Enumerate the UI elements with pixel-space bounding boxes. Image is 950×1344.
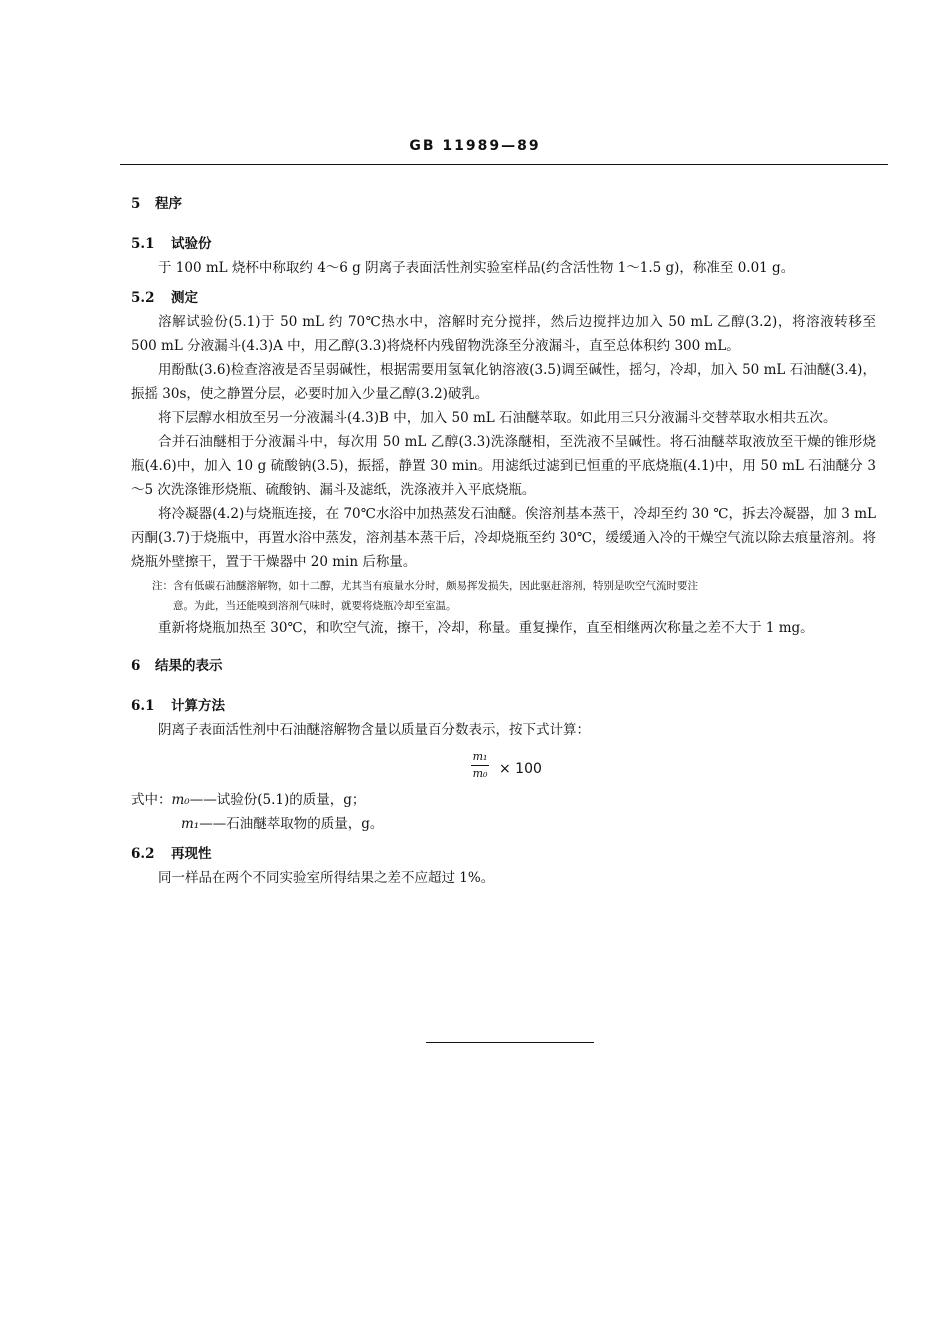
formula-legend (131, 788, 876, 836)
paragraph-5-2-6: 重新将烧瓶加热至 30℃，和吹空气流，擦干，冷却，称量。重复操作，直至相继两次称量之差不大于 1 mg。 (158, 620, 814, 636)
section-6-number: 6 (131, 658, 141, 674)
formula-multiplier: × 100 (499, 761, 542, 777)
section-6-title: 结果的表示 (155, 658, 223, 674)
section-6-1-title: 计算方法 (171, 698, 225, 714)
legend-m1 (131, 812, 876, 836)
section-5-2-heading (131, 286, 876, 310)
paragraph-5-1: 于 100 mL 烧杯中称取约 4～6 g 阴离子表面活性剂实验室样品(约含活性物 1～1.5 g)，称准至 0.01 g。 (158, 260, 795, 276)
note (131, 576, 876, 616)
section-5-2-number: 5.2 (131, 290, 155, 306)
section-5-1-title: 试验份 (171, 236, 212, 252)
section-5-2-title: 测定 (171, 290, 198, 306)
formula (131, 750, 876, 784)
section-5-1-number: 5.1 (131, 236, 155, 252)
section-6-2-heading (131, 842, 876, 866)
section-6-heading (131, 654, 876, 678)
section-6-1-heading (131, 694, 876, 718)
legend-label: 式中： (131, 792, 172, 808)
paragraph-5-2-2: 用酚酞(3.6)检查溶液是否呈弱碱性，根据需要用氢氧化钠溶液(3.5)调至碱性，摇匀，冷却，加入 50 mL 石油醚(3.4)，振摇 30s，使之静置分层，必要时加入少量乙醇(3.2)破乳。 (131, 362, 876, 402)
note-line-1: 注：含有低碳石油醚溶解物，如十二醇，尤其当有痕量水分时，颇易挥发损失，因此驱赶溶剂，特别是吹空气流时要注 (152, 580, 698, 592)
m1-symbol: m₁ (181, 816, 200, 832)
section-5-title: 程序 (155, 196, 182, 212)
end-of-document-rule (426, 1042, 594, 1043)
document-body (131, 192, 876, 890)
section-5-number: 5 (131, 196, 141, 212)
fraction-bar (471, 765, 489, 766)
section-5-1-heading (131, 232, 876, 256)
paragraph-5-2-5: 将冷凝器(4.2)与烧瓶连接，在 70℃水浴中加热蒸发石油醚。俟溶剂基本蒸干，冷却至约 30 ℃，拆去冷凝器，加 3 mL 丙酮(3.7)于烧瓶中，再置水浴中蒸发，溶剂基本蒸干后，冷却烧瓶至约 30℃，缓缓通入冷的干燥空气流以除去痕量溶剂。将烧瓶外壁擦干，置于干燥器中 20 min 后称量。 (131, 506, 876, 570)
section-6-1-number: 6.1 (131, 698, 155, 714)
section-5-heading (131, 192, 876, 216)
paragraph-5-2-3: 将下层醇水相放至另一分液漏斗(4.3)B 中，加入 50 mL 石油醚萃取。如此用三只分液漏斗交替萃取水相共五次。 (158, 410, 837, 426)
formula-denominator: m₀ (472, 767, 488, 780)
standard-number-header: GB 11989—89 (409, 138, 541, 154)
section-6-2-title: 再现性 (171, 846, 212, 862)
note-line-2: 意。为此，当还能嗅到溶剂气味时，就要将烧瓶冷却至室温。 (173, 600, 457, 612)
m0-symbol: m₀ (171, 792, 190, 808)
section-6-2-number: 6.2 (131, 846, 155, 862)
paragraph-6-2: 同一样品在两个不同实验室所得结果之差不应超过 1%。 (158, 870, 495, 886)
formula-fraction (471, 750, 489, 781)
legend-m0 (131, 788, 876, 812)
header-divider (120, 164, 888, 165)
paragraph-5-2-4: 合并石油醚相于分液漏斗中，每次用 50 mL 乙醇(3.3)洗涤醚相，至洗液不呈碱性。将石油醚萃取液放至干燥的锥形烧瓶(4.6)中，加入 10 g 硫酸钠(3.5)，振摇，静置 30 min。用滤纸过滤到已恒重的平底烧瓶(4.1)中，用 50 mL 石油醚分 3～5 次洗涤锥形烧瓶、硫酸钠、漏斗及滤纸，洗涤液并入平底烧瓶。 (131, 434, 876, 498)
paragraph-5-2-1: 溶解试验份(5.1)于 50 mL 约 70℃热水中，溶解时充分搅拌，然后边搅拌边加入 50 mL 乙醇(3.2)，将溶液转移至 500 mL 分液漏斗(4.3)A 中，用乙醇(3.3)将烧杯内残留物洗涤至分液漏斗，直至总体积约 300 mL。 (131, 314, 876, 354)
paragraph-6-1: 阴离子表面活性剂中石油醚溶解物含量以质量百分数表示，按下式计算： (158, 722, 590, 738)
m1-description: ——石油醚萃取物的质量，g。 (199, 816, 384, 832)
formula-numerator: m₁ (472, 750, 488, 763)
m0-description: ——试验份(5.1)的质量，g； (189, 792, 366, 808)
